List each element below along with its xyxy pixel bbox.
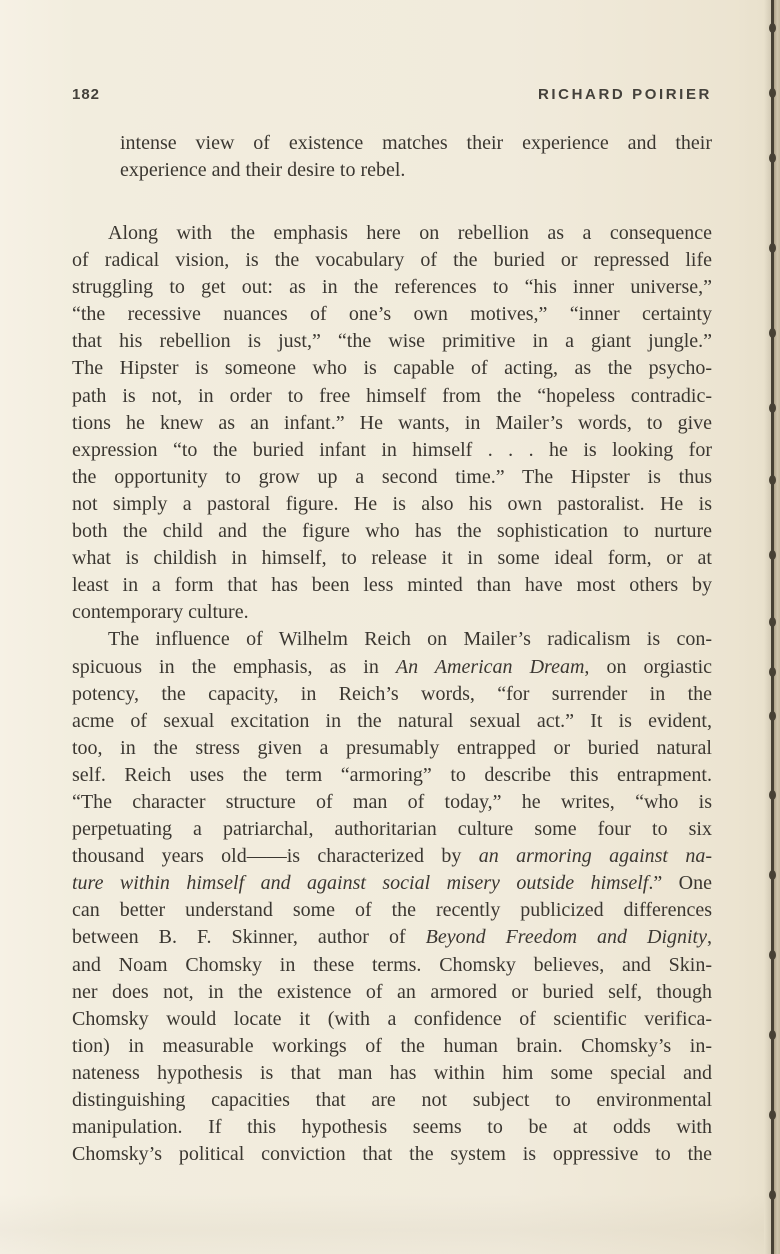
page-edge-shadow xyxy=(764,0,771,1254)
page-edge-bump xyxy=(769,475,776,485)
text-segment: what is childish in himself, to release it in some ideal form, or at xyxy=(72,547,712,570)
running-title: RICHARD POIRIER xyxy=(537,86,712,103)
text-line xyxy=(72,410,712,437)
text-line xyxy=(72,924,712,951)
paragraph xyxy=(72,626,712,1168)
text-line xyxy=(72,681,712,708)
text-line xyxy=(72,247,712,274)
page-edge-bump xyxy=(769,1030,776,1040)
text-segment: The influence of Wilhelm Reich on Mailer’s radicalism is con- xyxy=(108,628,712,651)
text-segment: nateness hypothesis is that man has within him some special and xyxy=(72,1061,712,1084)
text-line xyxy=(72,274,712,301)
text-line xyxy=(72,545,712,572)
page-edge xyxy=(764,0,780,1254)
text-segment: potency, the capacity, in Reich’s words, “for surrender in the xyxy=(72,682,712,705)
page-edge-bump xyxy=(769,950,776,960)
page-edge-bump xyxy=(769,153,776,163)
text-segment: acme of sexual excitation in the natural sexual act.” It is evident, xyxy=(72,709,712,732)
text-segment: manipulation. If this hypothesis seems to be at odds with xyxy=(72,1116,712,1139)
text-segment: Along with the emphasis here on rebellion as a consequence xyxy=(108,222,712,244)
text-line xyxy=(72,1006,712,1033)
text-line xyxy=(72,870,712,897)
text-segment: thousand years old——is characterized by xyxy=(72,845,479,868)
text-line xyxy=(72,626,712,653)
page-edge-bump xyxy=(769,617,776,627)
text-segment: between B. F. Skinner, author of xyxy=(72,926,426,949)
text-line xyxy=(72,518,712,545)
text-line xyxy=(72,708,712,735)
text-line xyxy=(72,952,712,979)
text-segment: of radical vision, is the vocabulary of the buried or repressed life xyxy=(72,249,712,272)
page-edge-bump xyxy=(769,550,776,560)
text-segment: “The character structure of man of today,” he writes, “who is xyxy=(72,790,712,813)
block-quote xyxy=(120,130,712,184)
page-edge-bump xyxy=(769,88,776,98)
page-edge-bump xyxy=(769,870,776,880)
text-line xyxy=(72,735,712,762)
text-segment: experience and their desire to rebel. xyxy=(120,159,406,182)
text-segment: path is not, in order to free himself from the “hopeless contradic- xyxy=(72,384,712,407)
page-edge-bump xyxy=(769,23,776,33)
text-line xyxy=(72,843,712,870)
text-segment: both the child and the figure who has the sophistication to nurture xyxy=(72,520,712,543)
page-edge-bump xyxy=(769,243,776,253)
text-line xyxy=(72,328,712,355)
text-line xyxy=(72,816,712,843)
text-segment: that his rebellion is just,” “the wise primitive in a giant jungle.” xyxy=(72,330,712,353)
text-segment: contemporary culture. xyxy=(72,601,249,624)
text-segment: distinguishing capacities that are not subject to environmental xyxy=(72,1089,712,1111)
text-line xyxy=(120,130,712,157)
text-line xyxy=(72,599,712,626)
text-segment: Chomsky’s political conviction that the system is oppressive to the xyxy=(72,1143,712,1166)
text-segment: ner does not, in the existence of an armored or buried self, though xyxy=(72,980,712,1003)
text-segment: the opportunity to grow up a second time.” The Hipster is thus xyxy=(72,465,712,488)
text-line xyxy=(72,789,712,816)
text-segment: .” One xyxy=(648,872,713,895)
text-line xyxy=(72,1114,712,1141)
text-line xyxy=(72,220,712,247)
text-line xyxy=(72,762,712,789)
text-line xyxy=(120,157,712,184)
paragraph xyxy=(72,220,712,626)
text-line xyxy=(72,464,712,491)
running-header xyxy=(72,86,712,103)
text-line xyxy=(72,1141,712,1168)
text-line xyxy=(72,1033,712,1060)
text-line xyxy=(72,654,712,681)
page-edge-bump xyxy=(769,403,776,413)
page-edge-bump xyxy=(769,1110,776,1120)
page-edge-stack xyxy=(774,0,780,1254)
text-segment: tion) in measurable workings of the human brain. Chomsky’s in- xyxy=(72,1034,712,1057)
text-segment: not simply a pastoral figure. He is also his own pastoralist. He is xyxy=(72,492,712,515)
body-text xyxy=(72,220,712,1168)
page-edge-bump xyxy=(769,711,776,721)
page-edge-bump xyxy=(769,328,776,338)
italic-text: Beyond Freedom and Dignity xyxy=(425,926,707,949)
text-segment: struggling to get out: as in the references to “his inner universe,” xyxy=(72,276,712,299)
text-segment: expression “to the buried infant in himself . . . he is looking for xyxy=(72,438,712,461)
italic-text: An American Dream xyxy=(395,655,585,678)
text-line xyxy=(72,437,712,464)
italic-text: an armoring against na- xyxy=(478,845,712,868)
text-line xyxy=(72,979,712,1006)
text-segment: , on orgiastic xyxy=(584,655,712,678)
page-edge-bump xyxy=(769,667,776,677)
text-segment: perpetuating a patriarchal, authoritarian culture some four to six xyxy=(72,818,712,841)
text-segment: tions he knew as an infant.” He wants, in Mailer’s words, to give xyxy=(72,411,712,434)
text-line xyxy=(72,383,712,410)
italic-text: ture within himself and against social misery outside himself xyxy=(72,872,649,895)
text-segment: least in a form that has been less minted than have most others by xyxy=(72,574,712,597)
text-segment: intense view of existence matches their experience and their xyxy=(120,132,712,154)
text-line xyxy=(72,897,712,924)
text-segment: too, in the stress given a presumably entrapped or buried natural xyxy=(72,736,712,759)
text-segment: The Hipster is someone who is capable of acting, as the psycho- xyxy=(72,357,712,380)
text-segment: and Noam Chomsky in these terms. Chomsky believes, and Skin- xyxy=(72,953,712,976)
text-segment: “the recessive nuances of one’s own motives,” “inner certainty xyxy=(72,303,712,326)
text-segment: can better understand some of the recently publicized differences xyxy=(72,899,712,922)
page-edge-bump xyxy=(769,790,776,800)
page-number: 182 xyxy=(72,86,101,103)
text-line xyxy=(72,1087,712,1114)
text-segment: , xyxy=(707,926,712,949)
text-line xyxy=(72,491,712,518)
scan-tone xyxy=(0,1194,764,1254)
text-line xyxy=(72,301,712,328)
text-segment: spicuous in the emphasis, as in xyxy=(72,655,396,678)
text-segment: self. Reich uses the term “armoring” to describe this entrapment. xyxy=(72,763,712,786)
page-edge-bump xyxy=(769,1190,776,1200)
text-line xyxy=(72,572,712,599)
text-line xyxy=(72,355,712,382)
text-line xyxy=(72,1060,712,1087)
text-segment: Chomsky would locate it (with a confidence of scientific verifica- xyxy=(72,1007,712,1030)
